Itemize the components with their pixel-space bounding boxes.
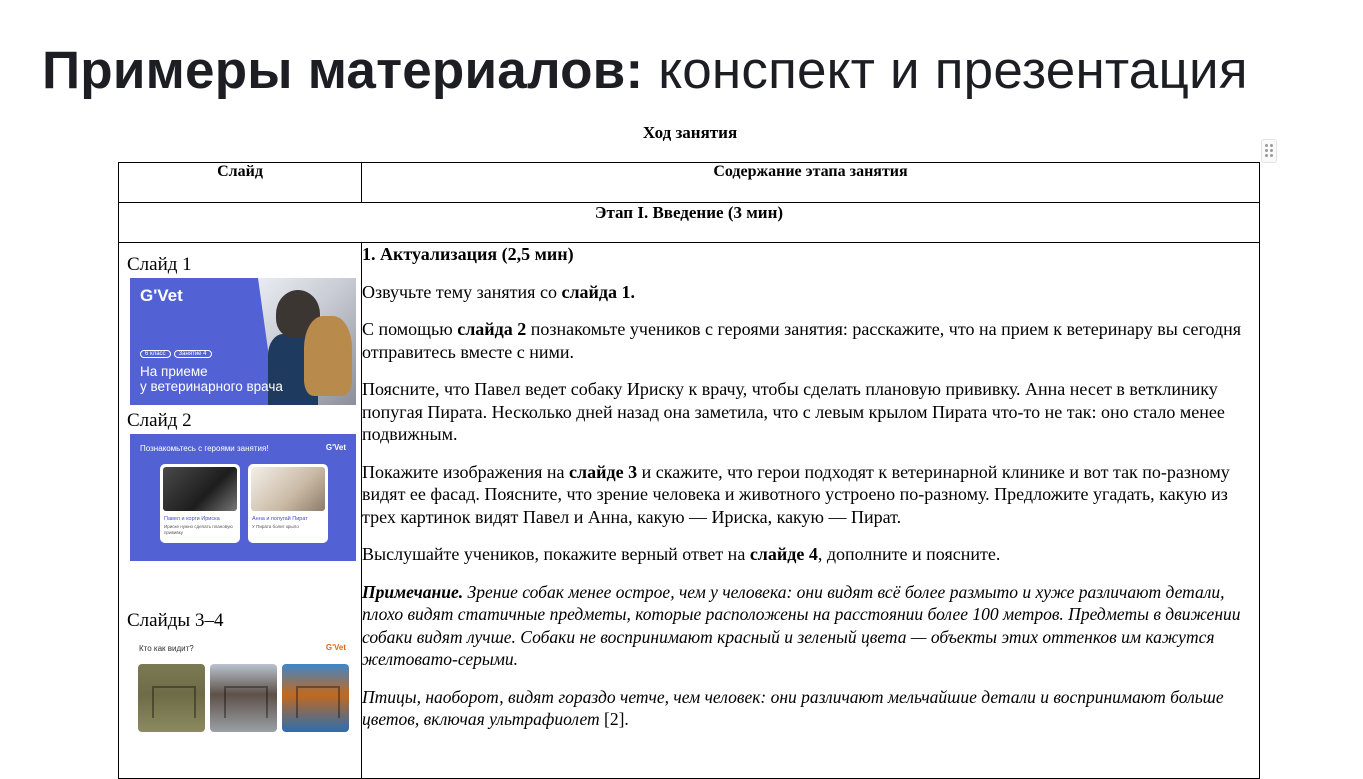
drag-handle-icon[interactable] bbox=[1261, 139, 1277, 163]
lesson-document bbox=[100, 105, 1260, 775]
text-run: и скажите, что герои подходят к ветеринарной клинике и вот так по-разному видят ее фасад. Поясните, что зрение человека и животного устроено по-разному. Предложите угадать, какую из трех картинок видят Павел и Анна, какую — Ириска, какую — Пират. bbox=[362, 461, 1230, 527]
slide-3-4-thumbnail bbox=[130, 638, 356, 738]
lesson-table bbox=[118, 162, 1260, 779]
slide-1-pills bbox=[140, 351, 215, 357]
slide-2-thumbnail bbox=[130, 434, 356, 561]
hero-card-anna bbox=[248, 464, 328, 543]
anna-photo bbox=[251, 467, 325, 511]
paragraph bbox=[362, 461, 1259, 529]
slide-label-1: Слайд 1 bbox=[127, 254, 192, 275]
stage-row bbox=[119, 203, 1260, 243]
hero-desc: Ириске нужно сделать плановую прививку bbox=[164, 524, 233, 535]
facade-bird-view bbox=[282, 664, 349, 732]
bold-run: слайда 1. bbox=[561, 281, 636, 302]
table-row bbox=[119, 243, 1260, 779]
text-run: С помощью bbox=[362, 319, 458, 339]
section-title bbox=[362, 243, 1259, 266]
slide-1-caption bbox=[140, 364, 283, 394]
doc-heading: Ход занятия bbox=[642, 123, 738, 142]
hero-card-pavel bbox=[160, 464, 240, 543]
pavel-photo bbox=[163, 467, 237, 511]
gvet-logo: G'Vet bbox=[325, 643, 346, 652]
facade-human-view bbox=[210, 664, 277, 732]
caption-line-2: у ветеринарного врача bbox=[140, 379, 283, 394]
note-paragraph bbox=[362, 686, 1259, 731]
header-slide: Слайд bbox=[119, 163, 362, 203]
slides-cell bbox=[119, 243, 362, 779]
note-text: Птицы, наоборот, видят гораздо четче, чем человек: они различают мельчайшие детали и воспринимают больше цветов, включая ультрафиолет bbox=[362, 686, 1224, 729]
lesson-pill: Занятие 4 bbox=[174, 350, 212, 358]
note-label: Примечание. bbox=[362, 581, 464, 602]
gvet-logo: G'Vet bbox=[140, 286, 183, 305]
note-paragraph bbox=[362, 581, 1259, 671]
dog-shape bbox=[304, 316, 352, 396]
page-title-rest: конспект и презентация bbox=[658, 41, 1248, 100]
bold-run: слайде 4 bbox=[749, 544, 818, 564]
slide-3-header: Кто как видит? bbox=[139, 644, 194, 653]
paragraph: Поясните, что Павел ведет собаку Ириску к врачу, чтобы сделать плановую прививку. Анна несет в ветклинику попугая Пирата. Несколько дней назад она заметила, что с левым крылом Пирата что-то не так: оно стало менее подвижным. bbox=[362, 379, 1225, 444]
slide-2-header: Познакомьтесь с героями занятия! bbox=[140, 444, 269, 453]
hero-desc: У Пирата болит крыло bbox=[252, 524, 299, 529]
paragraph bbox=[362, 318, 1259, 363]
header-content: Содержание этапа занятия bbox=[362, 163, 1260, 203]
bold-run: слайде 3 bbox=[569, 461, 638, 482]
facade-dog-view bbox=[138, 664, 205, 732]
text-run: , дополните и поясните. bbox=[817, 544, 1001, 564]
hero-name: Павел и корги Ириска bbox=[164, 516, 220, 522]
stage-title: Этап I. Введение (3 мин) bbox=[119, 203, 1260, 243]
reference: [2]. bbox=[599, 709, 629, 729]
section-title-text: 1. Актуализация (2,5 мин) bbox=[362, 244, 574, 264]
caption-line-1: На приеме bbox=[140, 364, 208, 379]
page-title bbox=[42, 40, 1248, 101]
bold-run: слайда 2 bbox=[457, 319, 527, 339]
note-text: Зрение собак менее острое, чем у человека: они видят всё более размыто и хуже различают детали, плохо видят статичные предметы, которые расположены на расстоянии более 100 метров. Предметы в движении собаки видят лучше. Собаки не воспринимают красный и зеленый цвета — объекты этих оттенков им кажутся желтовато-серыми. bbox=[362, 581, 1241, 669]
gvet-logo: G'Vet bbox=[325, 443, 346, 452]
page-title-bold: Примеры материалов: bbox=[42, 41, 644, 100]
text-run: Выслушайте учеников, покажите верный ответ на bbox=[362, 544, 750, 564]
paragraph bbox=[362, 281, 1259, 304]
paragraph bbox=[362, 543, 1259, 566]
grade-pill: 6 класс bbox=[140, 350, 171, 358]
content-cell bbox=[362, 243, 1260, 779]
text-run: познакомьте учеников с героями занятия: расскажите, что на прием к ветеринару вы сегодня отправитесь вместе с ними. bbox=[362, 319, 1241, 362]
text-run: Озвучьте тему занятия со bbox=[362, 281, 562, 302]
slide-label-3-4: Слайды 3–4 bbox=[127, 610, 224, 631]
text-run: Покажите изображения на bbox=[362, 461, 570, 482]
hero-name: Анна и попугай Пират bbox=[252, 516, 308, 522]
slide-label-2: Слайд 2 bbox=[127, 410, 192, 431]
table-header-row bbox=[119, 163, 1260, 203]
slide-1-thumbnail bbox=[130, 278, 356, 405]
